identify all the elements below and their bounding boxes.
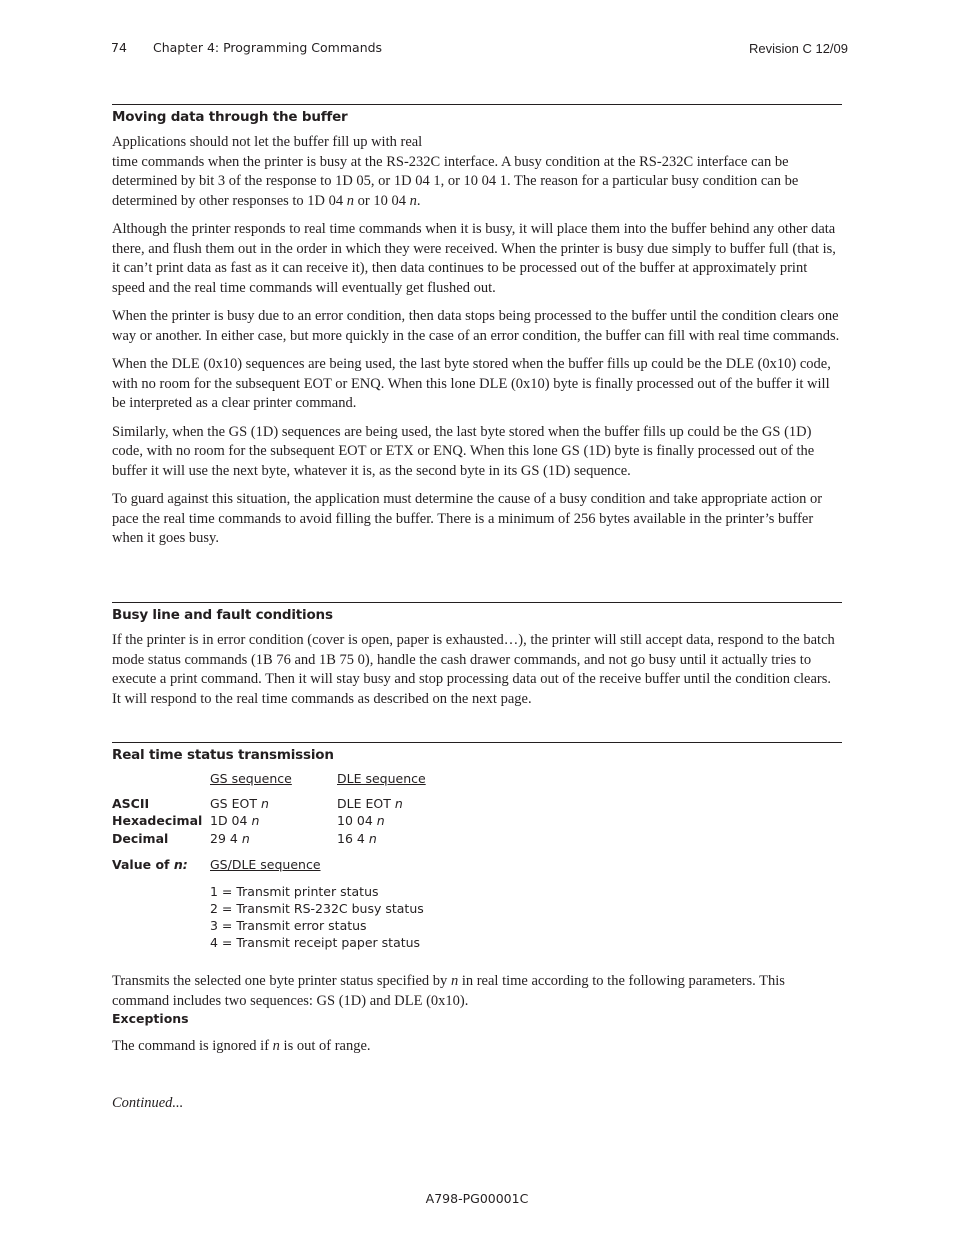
paragraph-text: time commands when the printer is busy at the RS-232C interface. A busy condition at the RS-232C interface can be determined by bit 3 of the response to 1D 05, or 1D 04 1, or 10 04 1. The reason for a particular busy condition can be determined by other responses to 1D 04 — [112, 153, 799, 209]
chapter-title: Chapter 4: Programming Commands — [153, 40, 383, 55]
row-label: Hexadecimal — [112, 813, 203, 828]
paragraph: When the DLE (0x10) sequences are being used, the last byte stored when the buffer fills up could be the DLE (0x10) code, with no room for the subsequent EOT or ENQ. When this lone DLE (0x10) byte is finally processed out of the buffer it will be interpreted as a clear printer command. — [112, 356, 831, 411]
page-number: 74 — [111, 40, 127, 55]
variable-n: n — [368, 831, 377, 846]
exceptions-text — [112, 1038, 371, 1055]
exceptions-heading: Exceptions — [112, 1011, 189, 1026]
paragraph-text: in real time according to the following parameters. This command includes two sequences: GS (1D) and DLE (0x10). — [112, 973, 785, 1009]
variable-n: n — [260, 796, 269, 811]
variable-n: n — [394, 796, 403, 811]
value-header: GS/DLE sequence — [210, 857, 321, 872]
section-heading: Busy line and fault conditions — [112, 607, 333, 623]
column-header-dle: DLE sequence — [337, 771, 426, 786]
paragraph — [112, 133, 842, 211]
paragraph — [112, 972, 842, 1011]
variable-n: n — [241, 831, 250, 846]
command-table — [112, 771, 842, 977]
value-label: Value of — [112, 857, 174, 872]
column-header-gs: GS sequence — [210, 771, 292, 786]
paragraph-text: The command is ignored if — [112, 1038, 273, 1054]
variable-n: n — [272, 1038, 280, 1054]
section-heading: Moving data through the buffer — [112, 109, 348, 125]
value-item: 2 = Transmit RS-232C busy status — [210, 901, 424, 916]
variable-n: n — [376, 813, 385, 828]
paragraph-text: Transmits the selected one byte printer status specified by — [112, 973, 451, 989]
paragraph-text: or 10 04 — [354, 192, 410, 209]
dle-value: 16 4 — [337, 831, 369, 846]
paragraph-line: Applications should not let the buffer fill up with real — [112, 134, 423, 150]
paragraph: If the printer is in error condition (cover is open, paper is exhausted…), the printer will still accept data, respond to the batch mode status commands (1B 76 and 1B 75 0), handle the cash drawer commands, and not go busy until it actually tries to execute a print command. Then it will stay busy and stop processing data out of the receive buffer until the condition clears. It will respond to the real time commands as described on the next page. — [112, 632, 835, 707]
dle-value: DLE EOT — [337, 796, 395, 811]
continued-label: Continued... — [112, 1095, 184, 1111]
row-label: Decimal — [112, 831, 169, 846]
paragraph: When the printer is busy due to an error condition, then data stops being processed to the buffer until the condition clears one way or another. In either case, but more quickly in the case of an error condition, the buffer can fill with real time commands. — [112, 308, 840, 344]
section-rule — [112, 742, 842, 743]
section-moving-data — [112, 104, 842, 558]
section-rule — [112, 104, 842, 105]
paragraph: Although the printer responds to real time commands when it is busy, it will place them into the buffer behind any other data there, and flush them out in the order in which they were received. When the printer is busy due simply to buffer full (that is, it can’t print data as fast as it can receive it), then data continues to be processed out of the buffer at approximately print speed and the real time commands will eventually get flushed out. — [112, 221, 836, 296]
variable-n: n — [251, 813, 260, 828]
paragraph-text: . — [416, 192, 421, 209]
row-label: ASCII — [112, 796, 150, 811]
revision-label: Revision C 12/09 — [749, 41, 848, 56]
paragraph-text: is out of range. — [279, 1038, 371, 1054]
section-busy-line — [112, 602, 842, 718]
document-number: A798-PG00001C — [425, 1191, 529, 1206]
value-item: 4 = Transmit receipt paper status — [210, 935, 421, 950]
gs-value: 29 4 — [210, 831, 242, 846]
section-real-time-status — [112, 742, 842, 1020]
variable-n: n — [346, 192, 355, 209]
value-item: 3 = Transmit error status — [210, 918, 367, 933]
value-item: 1 = Transmit printer status — [210, 884, 379, 899]
paragraph: To guard against this situation, the application must determine the cause of a busy condition and take appropriate action or pace the real time commands to avoid filling the buffer. There is a minimum of 256 bytes available in the printer’s buffer when it goes busy. — [112, 491, 823, 546]
variable-n: n — [409, 192, 417, 209]
variable-n: n: — [173, 857, 188, 872]
dle-value: 10 04 — [337, 813, 377, 828]
gs-value: GS EOT — [210, 796, 261, 811]
variable-n: n — [450, 973, 459, 989]
paragraph: Similarly, when the GS (1D) sequences are being used, the last byte stored when the buffer fills up could be the GS (1D) code, with no room for the subsequent EOT or ETX or ENQ. When this lone GS (1D) byte is finally processed out of the buffer it will use the next byte, whatever it is, as the second byte in its GS (1D) sequence. — [112, 423, 815, 479]
section-rule — [112, 602, 842, 603]
section-heading: Real time status transmission — [112, 747, 334, 763]
gs-value: 1D 04 — [210, 813, 252, 828]
